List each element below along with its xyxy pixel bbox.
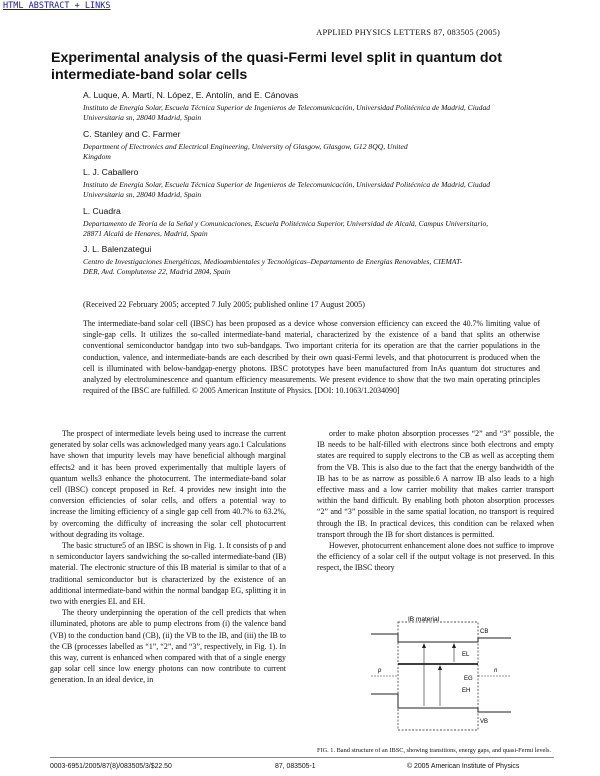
- received-dates: (Received 22 February 2005; accepted 7 July 2005; published online 17 August 2005): [83, 300, 365, 309]
- author-names: A. Luque, A. Martí, N. López, E. Antolín, and E. Cánovas: [83, 90, 299, 100]
- label-el: EL: [462, 652, 470, 658]
- paragraph: order to make photon absorption processes “2” and “3” possible, the IB needs to be half-filled with electrons since both electrons and empty states are required to supply electrons to the CB as well as accepting them from the VB. This is also due to the fact that the energy bandwidth of the IB has to be as narrow as possible.6 A narrow IB also leads to a high effective mass and a low carrier mobility that makes carrier transport within the band difficult. By enabling both photon absorption processes “2” and “3” possible in the same spatial location, no transport is required through the IB. In practical devices, this condition can be relaxed when transport through the IB for short distances is permitted.: [317, 429, 554, 539]
- paragraph: The prospect of intermediate levels being used to increase the current generated by solar cells was acknowledged many years ago.1 Calculations have shown that impurity levels may have beneficial although marginal effects2 and it has been proved experimentally that multiple layers of quantum wells3 enhance the photocurrent. The intermediate-band solar cell (IBSC) concept proposed in Ref. 4 provides new insight into the conversion efficiencies of solar cells, and offers a potential way to increase the limiting efficiency of a single gap cell from 40.7% to 63.2%, by overcoming the difficulty of increasing the solar cell photocurrent without degrading its voltage.: [50, 429, 286, 539]
- arrowhead: [438, 665, 442, 670]
- label-p: p: [378, 668, 382, 674]
- band-structure-figure: [366, 612, 516, 740]
- author-names: C. Stanley and C. Farmer: [83, 129, 181, 139]
- html-abstract-links[interactable]: HTML ABSTRACT + LINKS: [3, 1, 111, 11]
- figure-caption: FIG. 1. Band structure of an IBSC, showing transitions, energy gaps, and quasi-Fermi levels.: [317, 747, 552, 754]
- paragraph: However, photocurrent enhancement alone does not suffice to improve the efficiency of a solar cell if the output voltage is not preserved. In this respect, the IBSC theory: [317, 541, 554, 573]
- footer-copyright: © 2005 American Institute of Physics: [407, 763, 520, 770]
- arrowhead: [422, 643, 426, 648]
- footer-divider: [50, 757, 554, 758]
- label-n: n: [494, 668, 498, 674]
- arrowhead: [452, 643, 456, 648]
- author-names: L. Cuadra: [83, 206, 121, 216]
- footer-page-number: 87, 083505-1: [275, 763, 316, 770]
- label-ib-material: IB material: [408, 616, 440, 623]
- author-affiliation: Department of Electronics and Electrical Engineering, University of Glasgow, Glasgow, G12 8QQ, United Kingdom: [83, 141, 408, 161]
- author-names: L. J. Caballero: [83, 167, 139, 177]
- body-left-column: [50, 428, 286, 686]
- author-group-4: [83, 206, 503, 240]
- paper-title: Experimental analysis of the quasi-Fermi level split in quantum dot intermediate-band solar cells: [51, 50, 502, 83]
- label-cb: CB: [480, 629, 489, 635]
- author-names: J. L. Balenzategui: [83, 244, 152, 254]
- author-group-2: [83, 129, 423, 163]
- vb-edge-line: [371, 694, 511, 712]
- paragraph: The theory underpinning the operation of the cell predicts that when illuminated, photons are able to pump electrons from (i) the valence band (VB) to the conduction band (CB), (ii) the VB to the IB, and (iii) the IB to the CB (processes labelled as “1”, “2”, and “3”, respectively, in Fig. 1). In this way, current is enhanced when compared with that of a single energy gap solar cell since low energy photons can now contribute to current generation. In an ideal device, in: [50, 608, 286, 685]
- paragraph: The basic structure5 of an IBSC is shown in Fig. 1. It consists of p and n semiconductor layers sandwiching the so-called intermediate-band (IB) material. The electronic structure of this IB material is similar to that of a traditional semiconductor but is characterized by the existence of an additional intermediate-band within the normal bandgap EG, splitting it in two with energies EL and EH.: [50, 541, 286, 607]
- author-group-3: [83, 167, 493, 201]
- author-affiliation: Centro de Investigaciones Energéticas, Medioambientales y Tecnológicas–Departamento de Energías Renovables, CIEMAT-DER, Avd. Complutense 22, Madrid 2804, Spain: [83, 256, 463, 276]
- footer-issn: 0003-6951/2005/87(8)/083505/3/$22.50: [50, 763, 172, 770]
- author-group-1: [83, 90, 493, 124]
- cb-edge-line: [371, 634, 511, 642]
- label-eh: EH: [462, 688, 471, 694]
- journal-header: APPLIED PHYSICS LETTERS 87, 083505 (2005): [316, 27, 500, 37]
- label-vb: VB: [480, 719, 489, 725]
- author-affiliation: Instituto de Energía Solar, Escuela Técnica Superior de Ingenieros de Telecomunicación, Universidad Politécnica de Madrid, Ciudad Universitaria sn, 28040 Madrid, Spain: [83, 179, 491, 199]
- label-eg: EG: [464, 676, 473, 682]
- abstract: The intermediate-band solar cell (IBSC) has been proposed as a device whose conversion efficiency can exceed the 40.7% limiting value of single-gap cells. It utilizes the so-called intermediate-band material, characterized by the existence of a band that splits an otherwise conventional semiconductor bandgap into two sub-bandgaps. Two important criteria for its operation are that the carrier populations in the conduction, valence, and intermediate-bands are each described by their own quasi-Fermi levels, and that photocurrent is produced when the cell is illuminated with below-bandgap-energy photons. IBSC prototypes have been manufactured from InAs quantum dot structures and analyzed by electroluminescence and quantum efficiency measurements. We present evidence to show that the two main operating principles required of the IBSC are fulfilled. © 2005 American Institute of Physics. [DOI: 10.1063/1.2034090]: [83, 319, 540, 396]
- author-group-5: [83, 244, 463, 278]
- author-affiliation: Instituto de Energía Solar, Escuela Técnica Superior de Ingenieros de Telecomunicación, Universidad Politécnica de Madrid, Ciudad Universitaria sn, 28040 Madrid, Spain: [83, 102, 491, 122]
- author-affiliation: Departamento de Teoría de la Señal y Comunicaciones, Escuela Politécnica Superior, Universidad de Alcalá, Campus Universitario, 28871 Alcalá de Henares, Madrid, Spain: [83, 218, 489, 238]
- body-right-column: [317, 428, 554, 574]
